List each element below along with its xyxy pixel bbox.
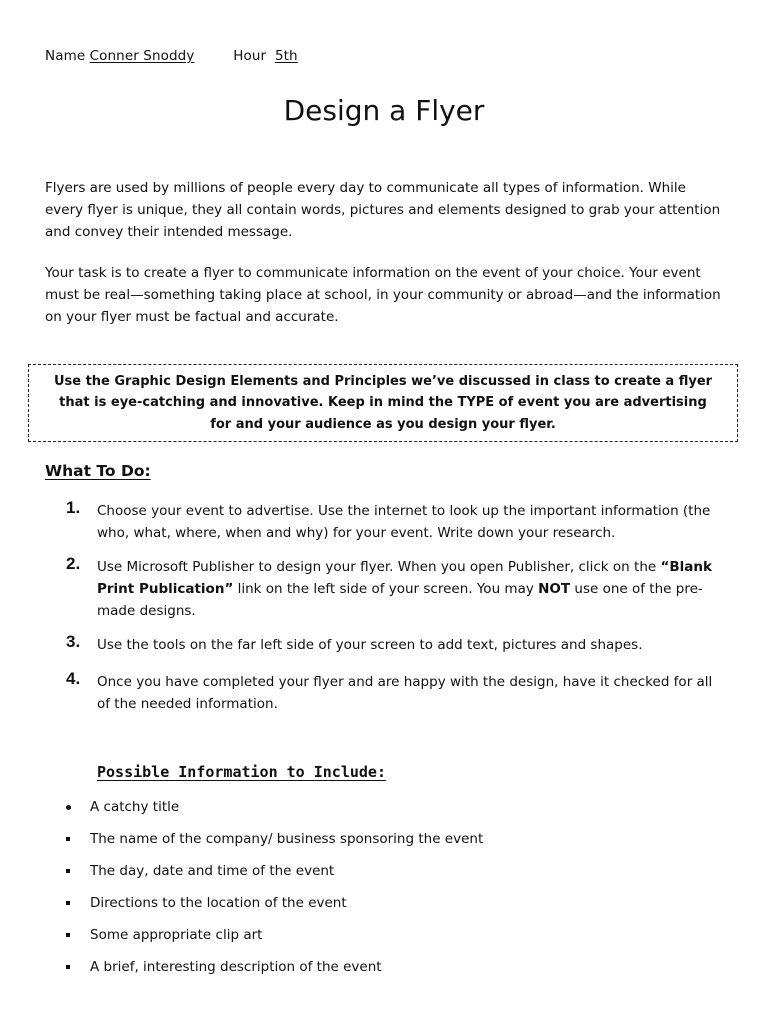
blank-print-publication-text: “Blank Print Publication” <box>97 559 712 597</box>
hour-label: Hour <box>233 48 267 64</box>
intro-paragraph-2: Your task is to create a flyer to communicate information on the event of your choice. Your event must be real—something taking place at school, in your community or abroad—and the information on your flyer must be factual and accurate. <box>45 265 721 325</box>
step-text: Once you have completed your flyer and are happy with the design, have it checked for all of the needed information. <box>97 674 713 712</box>
step-text: Choose your event to advertise. Use the internet to look up the important information (the who, what, where, when and why) for your event. Write down your research. <box>97 503 711 541</box>
hour-value: 5th <box>274 48 298 64</box>
bullet-icon <box>66 869 70 873</box>
instruction-callout-box <box>28 364 738 442</box>
list-item-text: A catchy title <box>90 799 180 815</box>
name-label: Name <box>45 48 86 64</box>
step-text-part: link on the left side of your screen. You may <box>233 581 539 597</box>
page-title: Design a Flyer <box>283 94 485 127</box>
step-number: 1. <box>66 498 81 517</box>
callout-text: Use the Graphic Design Elements and Principles we’ve discussed in class to create a flyer that is eye-catching and innovative. Keep in mind the TYPE of event you are advertising for and your audience as you design your flyer. <box>53 373 713 432</box>
name-value: Conner Snoddy <box>89 48 195 64</box>
intro-paragraph-1: Flyers are used by millions of people every day to communicate all types of information. While every flyer is unique, they all contain words, pictures and elements designed to grab your attention and convey their intended message. <box>45 180 721 240</box>
student-header <box>45 48 298 64</box>
step-text-part: Use Microsoft Publisher to design your flyer. When you open Publisher, click on the <box>97 559 661 575</box>
bullet-icon <box>66 901 70 905</box>
not-emphasis: NOT <box>538 581 571 597</box>
list-item-text: The day, date and time of the event <box>90 863 335 879</box>
bullet-icon <box>66 965 70 969</box>
list-item-text: A brief, interesting description of the event <box>90 959 382 975</box>
what-to-do-heading: What To Do: <box>45 462 151 480</box>
bullet-icon <box>66 837 70 841</box>
list-item-text: Some appropriate clip art <box>90 927 263 943</box>
bullet-icon <box>66 933 70 937</box>
step-number: 3. <box>66 632 81 651</box>
step-text-part: use one of the pre-made designs. <box>97 581 703 619</box>
step-text: Use the tools on the far left side of your screen to add text, pictures and shapes. <box>97 637 643 653</box>
step-number: 2. <box>66 554 81 573</box>
step-number: 4. <box>66 669 81 688</box>
possible-information-heading: Possible Information to Include: <box>97 763 386 781</box>
list-item-text: The name of the company/ business sponsoring the event <box>90 831 484 847</box>
bullet-icon <box>66 805 71 810</box>
list-item-text: Directions to the location of the event <box>90 895 347 911</box>
step-text <box>97 556 717 622</box>
